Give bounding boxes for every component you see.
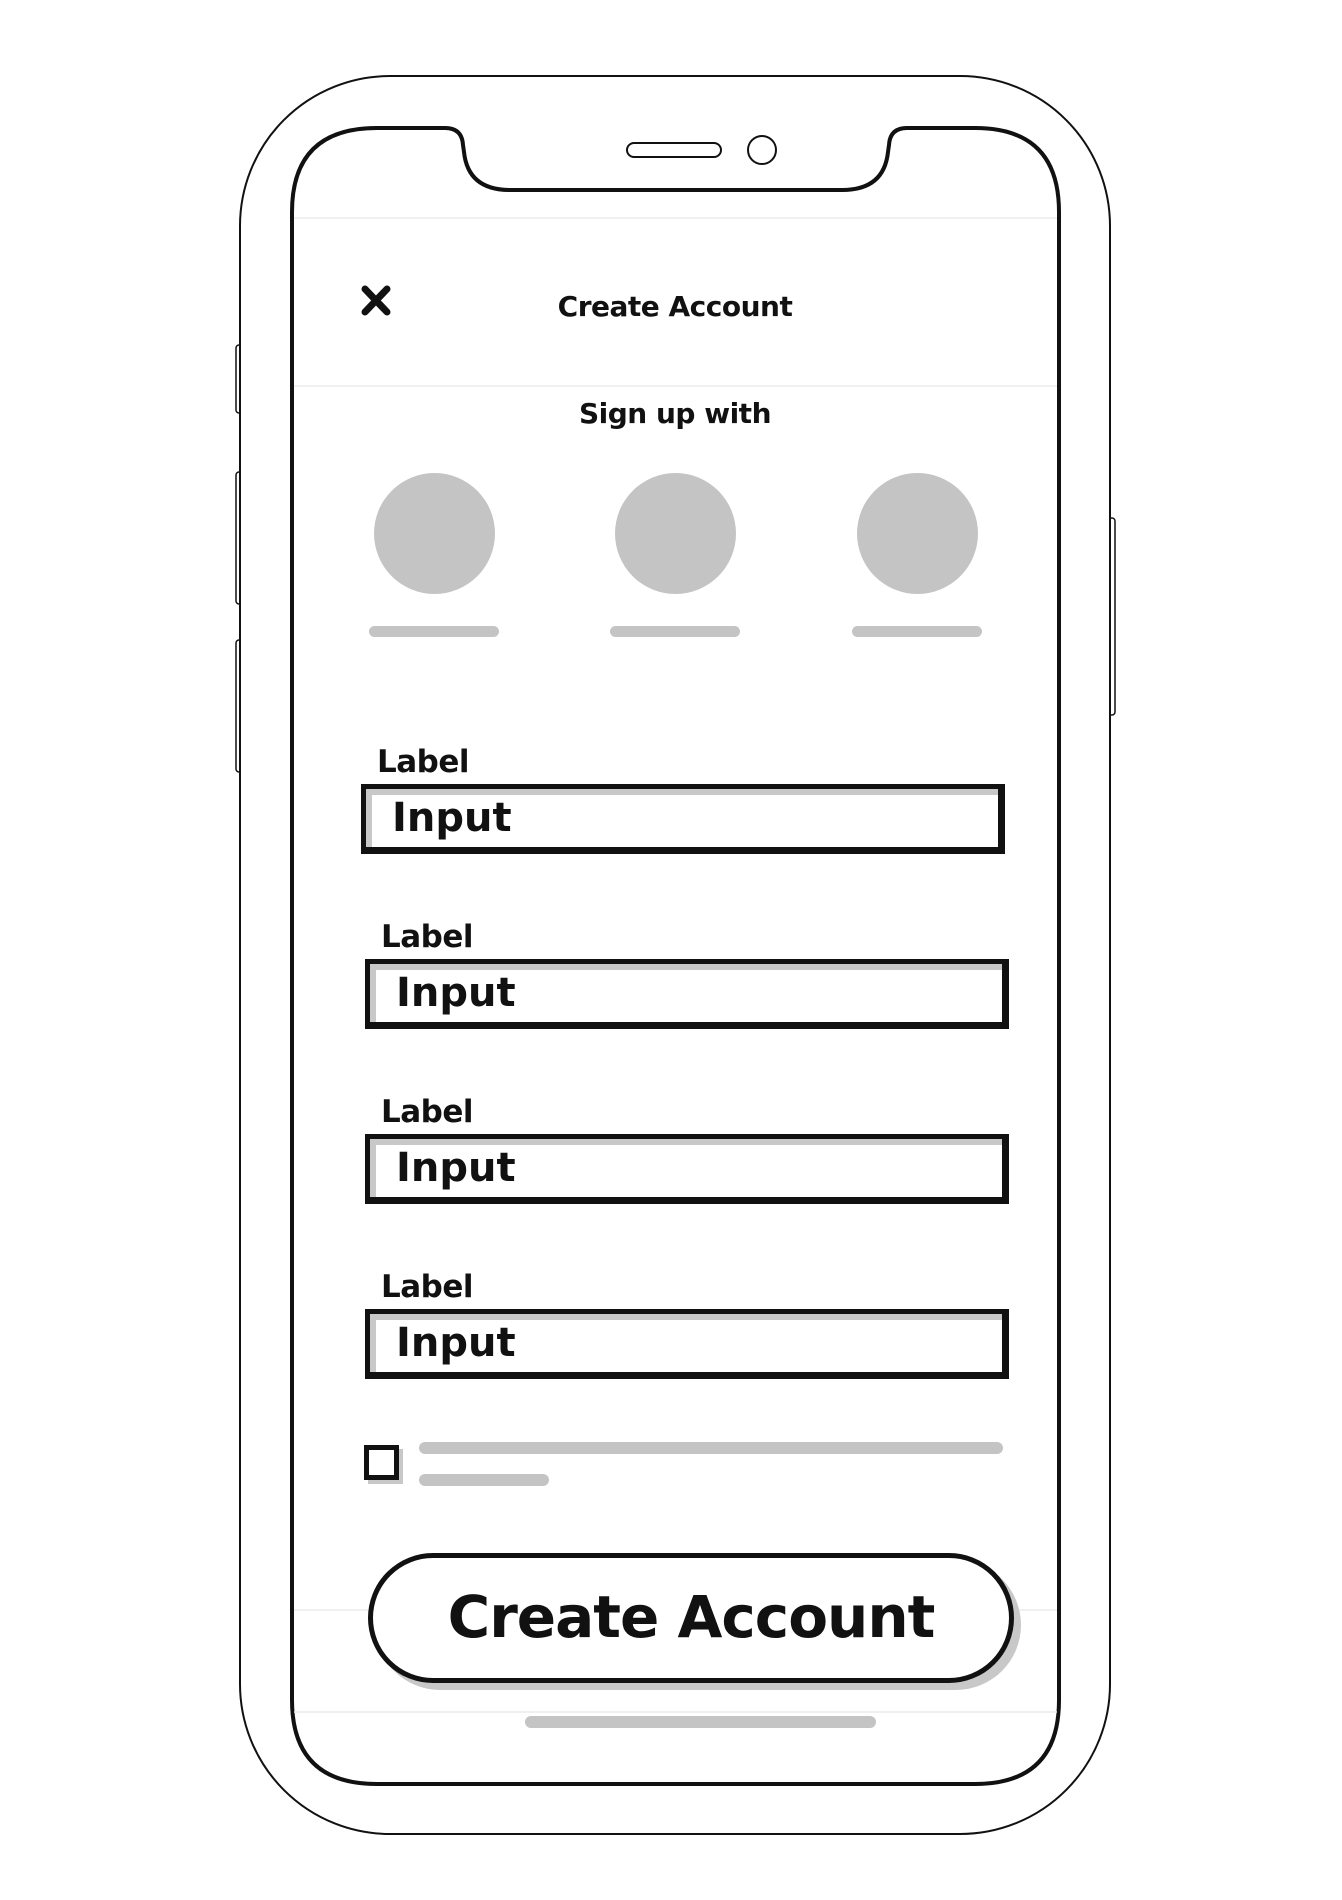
field-3-label: Label — [381, 1094, 474, 1130]
terms-checkbox[interactable] — [364, 1445, 399, 1480]
field-3-input[interactable] — [365, 1134, 1009, 1204]
terms-text-placeholder-line-2 — [419, 1474, 549, 1486]
field-2-input[interactable] — [365, 959, 1009, 1029]
field-1-input[interactable] — [361, 784, 1005, 854]
signup-provider-1-button[interactable] — [369, 473, 499, 643]
field-2-label: Label — [381, 919, 474, 955]
field-1-label: Label — [377, 744, 470, 780]
provider-placeholder-icon — [374, 473, 495, 594]
signup-provider-2-button[interactable] — [610, 473, 740, 643]
terms-text-placeholder-line-1 — [419, 1442, 1003, 1454]
page-title: Create Account — [557, 290, 793, 323]
sign-up-with-heading: Sign up with — [579, 397, 771, 430]
home-indicator[interactable] — [525, 1716, 876, 1728]
provider-label-placeholder — [852, 626, 982, 637]
provider-placeholder-icon — [615, 473, 736, 594]
close-button[interactable] — [356, 281, 396, 321]
field-4-input[interactable] — [365, 1309, 1009, 1379]
provider-label-placeholder — [610, 626, 740, 637]
provider-placeholder-icon — [857, 473, 978, 594]
close-icon — [356, 281, 396, 321]
field-4-label: Label — [381, 1269, 474, 1305]
speaker-grille — [627, 143, 721, 157]
create-account-button[interactable]: Create Account — [368, 1553, 1014, 1683]
signup-provider-3-button[interactable] — [852, 473, 982, 643]
provider-label-placeholder — [369, 626, 499, 637]
front-camera — [748, 136, 776, 164]
